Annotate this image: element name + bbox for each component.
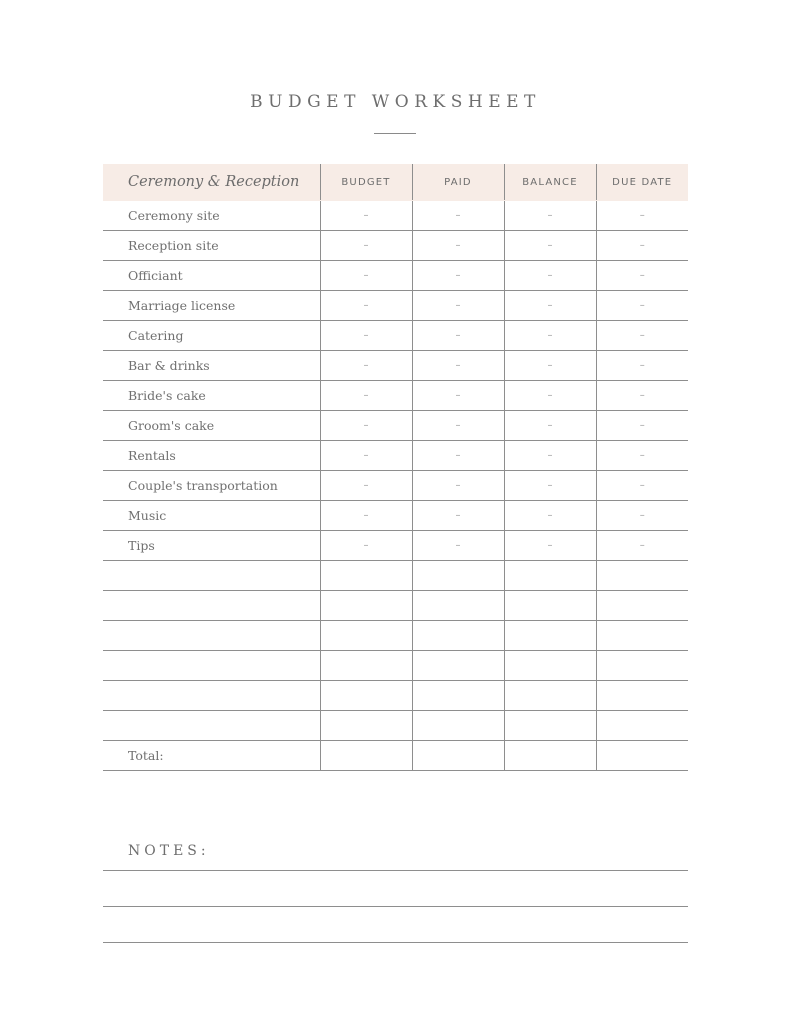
- balance-cell: –: [504, 291, 596, 321]
- paid-cell: –: [412, 231, 504, 261]
- total-row: [103, 741, 688, 771]
- paid-cell: –: [412, 201, 504, 231]
- column-header-budget: BUDGET: [320, 164, 412, 201]
- total-balance-cell: [504, 741, 596, 771]
- due-date-cell: –: [596, 261, 688, 291]
- table-row: [103, 261, 688, 291]
- due-date-cell: –: [596, 381, 688, 411]
- due-date-cell: –: [596, 501, 688, 531]
- table-row: [103, 321, 688, 351]
- budget-cell: –: [320, 381, 412, 411]
- budget-cell: –: [320, 201, 412, 231]
- total-paid-cell: [412, 741, 504, 771]
- notes-line: [103, 906, 688, 907]
- balance-cell: –: [504, 201, 596, 231]
- table-row: [103, 441, 688, 471]
- table-row: [103, 471, 688, 501]
- line-item-label: [103, 681, 320, 711]
- table-header: [103, 164, 688, 201]
- notes-line: [103, 870, 688, 871]
- due-date-cell: [596, 561, 688, 591]
- table-row: [103, 651, 688, 681]
- balance-cell: –: [504, 351, 596, 381]
- due-date-cell: –: [596, 351, 688, 381]
- due-date-cell: [596, 711, 688, 741]
- budget-cell: –: [320, 471, 412, 501]
- paid-cell: –: [412, 381, 504, 411]
- line-item-label: Officiant: [103, 261, 320, 291]
- budget-cell: –: [320, 441, 412, 471]
- budget-cell: [320, 591, 412, 621]
- total-label: Total:: [103, 741, 320, 771]
- budget-cell: [320, 561, 412, 591]
- paid-cell: [412, 591, 504, 621]
- due-date-cell: [596, 591, 688, 621]
- budget-cell: –: [320, 501, 412, 531]
- due-date-cell: –: [596, 291, 688, 321]
- paid-cell: –: [412, 321, 504, 351]
- line-item-label: [103, 591, 320, 621]
- table-row: [103, 201, 688, 231]
- notes-line: [103, 942, 688, 943]
- title-divider: [374, 133, 416, 134]
- table-row: [103, 531, 688, 561]
- due-date-cell: –: [596, 411, 688, 441]
- paid-cell: –: [412, 531, 504, 561]
- line-item-label: Couple's transportation: [103, 471, 320, 501]
- line-item-label: Ceremony site: [103, 201, 320, 231]
- line-item-label: Tips: [103, 531, 320, 561]
- balance-cell: [504, 681, 596, 711]
- line-item-label: Groom's cake: [103, 411, 320, 441]
- table-row: [103, 381, 688, 411]
- balance-cell: –: [504, 531, 596, 561]
- line-item-label: [103, 651, 320, 681]
- paid-cell: –: [412, 501, 504, 531]
- balance-cell: –: [504, 411, 596, 441]
- due-date-cell: [596, 621, 688, 651]
- balance-cell: –: [504, 501, 596, 531]
- paid-cell: [412, 651, 504, 681]
- column-header-paid: PAID: [412, 164, 504, 201]
- balance-cell: –: [504, 261, 596, 291]
- line-item-label: Music: [103, 501, 320, 531]
- table-row: [103, 411, 688, 441]
- line-item-label: Bride's cake: [103, 381, 320, 411]
- paid-cell: [412, 621, 504, 651]
- budget-cell: –: [320, 231, 412, 261]
- paid-cell: –: [412, 351, 504, 381]
- total-due-date-cell: [596, 741, 688, 771]
- budget-cell: [320, 681, 412, 711]
- paid-cell: [412, 711, 504, 741]
- notes-label: NOTES:: [128, 843, 210, 859]
- line-item-label: [103, 561, 320, 591]
- paid-cell: –: [412, 291, 504, 321]
- table-row: [103, 711, 688, 741]
- table-row: [103, 561, 688, 591]
- table-row: [103, 621, 688, 651]
- line-item-label: Bar & drinks: [103, 351, 320, 381]
- paid-cell: [412, 681, 504, 711]
- line-item-label: [103, 711, 320, 741]
- due-date-cell: [596, 651, 688, 681]
- balance-cell: [504, 651, 596, 681]
- table-row: [103, 591, 688, 621]
- budget-table: [103, 164, 688, 771]
- budget-cell: [320, 711, 412, 741]
- balance-cell: –: [504, 381, 596, 411]
- paid-cell: [412, 561, 504, 591]
- balance-cell: –: [504, 441, 596, 471]
- due-date-cell: –: [596, 201, 688, 231]
- line-item-label: [103, 621, 320, 651]
- budget-cell: –: [320, 261, 412, 291]
- header-row: [103, 164, 688, 201]
- line-item-label: Rentals: [103, 441, 320, 471]
- balance-cell: [504, 621, 596, 651]
- budget-cell: [320, 651, 412, 681]
- paid-cell: –: [412, 261, 504, 291]
- due-date-cell: –: [596, 441, 688, 471]
- balance-cell: –: [504, 321, 596, 351]
- paid-cell: –: [412, 411, 504, 441]
- paid-cell: –: [412, 441, 504, 471]
- balance-cell: [504, 711, 596, 741]
- budget-cell: [320, 621, 412, 651]
- line-item-label: Reception site: [103, 231, 320, 261]
- table-row: [103, 501, 688, 531]
- table-body: [103, 201, 688, 771]
- column-header-due-date: DUE DATE: [596, 164, 688, 201]
- due-date-cell: –: [596, 321, 688, 351]
- table-row: [103, 351, 688, 381]
- due-date-cell: –: [596, 531, 688, 561]
- due-date-cell: –: [596, 231, 688, 261]
- section-label: Ceremony & Reception: [103, 164, 320, 201]
- balance-cell: –: [504, 231, 596, 261]
- due-date-cell: [596, 681, 688, 711]
- budget-cell: –: [320, 351, 412, 381]
- table-row: [103, 231, 688, 261]
- column-header-balance: BALANCE: [504, 164, 596, 201]
- table-row: [103, 291, 688, 321]
- balance-cell: [504, 591, 596, 621]
- balance-cell: –: [504, 471, 596, 501]
- budget-cell: –: [320, 291, 412, 321]
- balance-cell: [504, 561, 596, 591]
- table-row: [103, 681, 688, 711]
- paid-cell: –: [412, 471, 504, 501]
- budget-cell: –: [320, 411, 412, 441]
- due-date-cell: –: [596, 471, 688, 501]
- page-title: BUDGET WORKSHEET: [250, 92, 541, 112]
- line-item-label: Catering: [103, 321, 320, 351]
- total-budget-cell: [320, 741, 412, 771]
- line-item-label: Marriage license: [103, 291, 320, 321]
- budget-cell: –: [320, 321, 412, 351]
- budget-cell: –: [320, 531, 412, 561]
